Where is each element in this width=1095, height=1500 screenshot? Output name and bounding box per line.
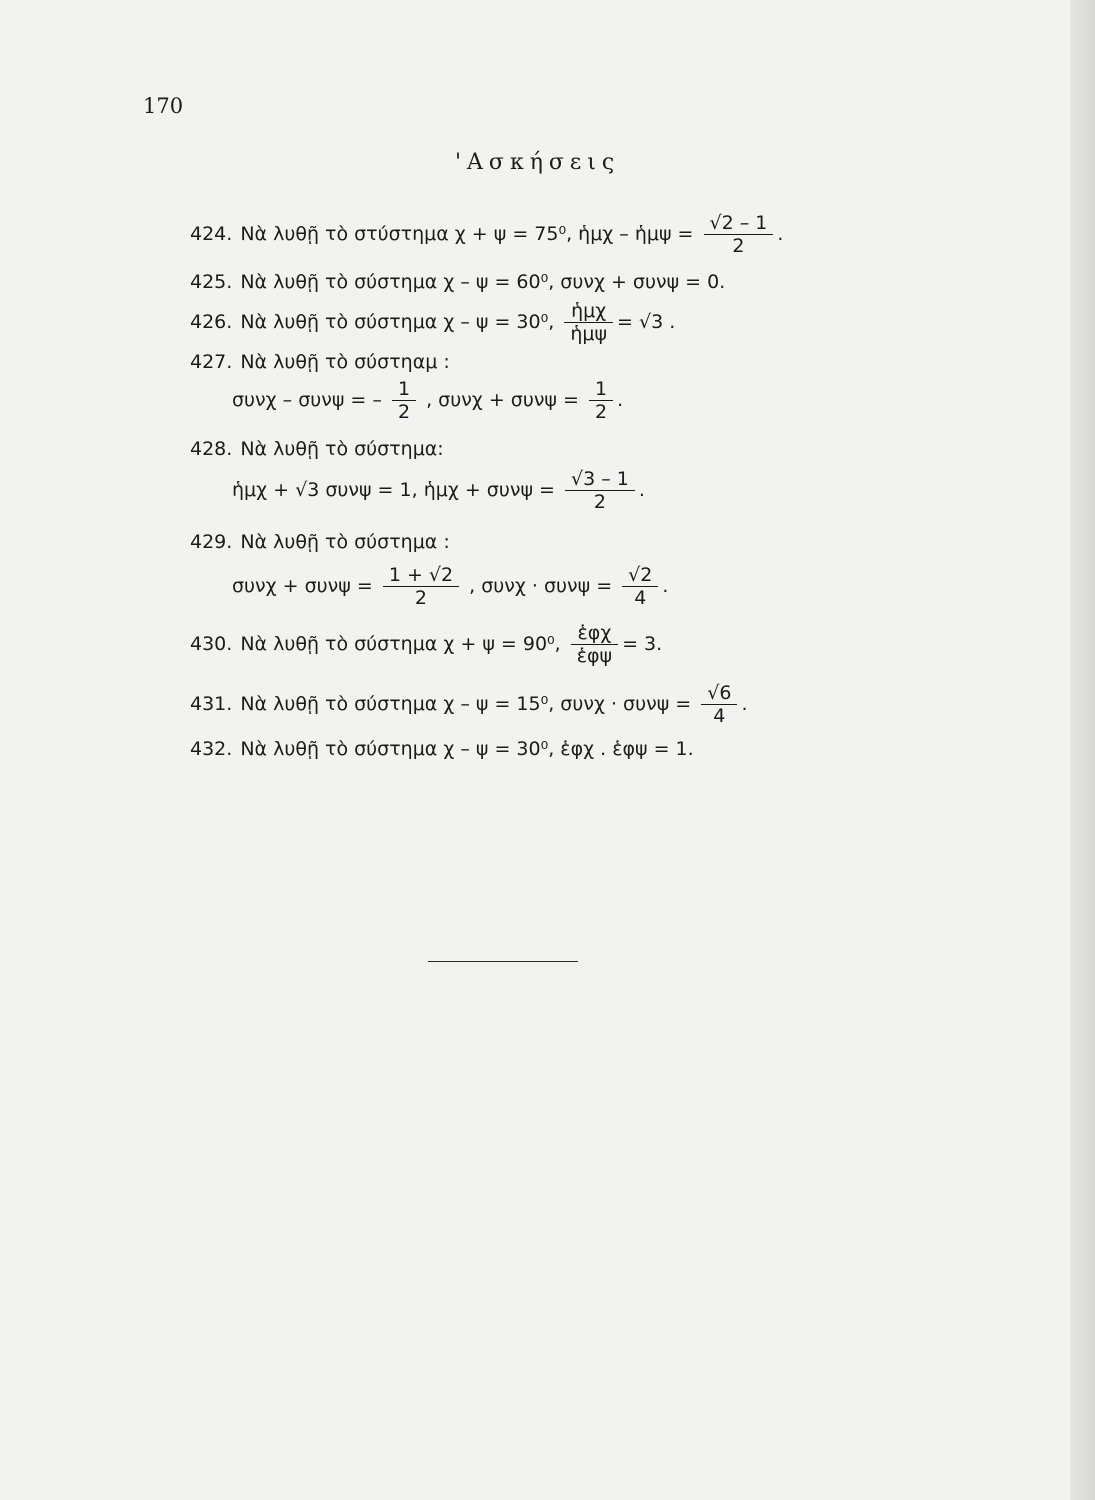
page-edge-shadow (1070, 0, 1095, 1500)
exercise-430 (190, 622, 662, 667)
exercise-text: Νὰ λυθῇ τὸ σύστημα : (240, 531, 450, 553)
exercise-429-equations (232, 564, 668, 609)
exercise-number: 431. (190, 693, 233, 715)
exercise-number: 429. (190, 531, 233, 553)
page-number: 170 (143, 94, 184, 118)
fraction-numerator: ἑφχ (571, 622, 618, 645)
fraction-numerator: √6 (701, 682, 737, 705)
exercise-number: 428. (190, 438, 233, 460)
exercise-text: Νὰ λυθῇ τὸ σύστημα χ – ψ = 30⁰, ἑφχ . ἑφψ = 1. (240, 738, 694, 760)
exercise-text: Νὰ λυθῇ τὸ σύστημα χ + ψ = 90⁰, (240, 633, 561, 655)
exercise-end: . (741, 693, 748, 715)
fraction-denominator: 2 (414, 587, 427, 609)
equation-part: ἡμχ + √3 συνψ = 1, ἡμχ + συνψ = (232, 479, 555, 501)
fraction-numerator: 1 + √2 (383, 564, 459, 587)
equation-part: , συνχ + συνψ = (426, 389, 579, 411)
fraction-numerator: √2 – 1 (704, 212, 774, 235)
exercise-427-equations (232, 378, 623, 423)
exercise-424 (190, 212, 783, 257)
fraction (701, 682, 737, 727)
page-title: 'Ασκήσεις (455, 150, 621, 175)
exercise-text: Νὰ λυθῇ τὸ στύστημα χ + ψ = 75⁰, ἡμχ – ἡμψ = (240, 223, 694, 245)
exercise-429 (190, 530, 450, 554)
exercise-427 (190, 350, 450, 374)
exercise-end: . (638, 479, 645, 501)
fraction-denominator: 2 (732, 235, 745, 257)
fraction-denominator: 4 (634, 587, 647, 609)
exercise-end: . (617, 389, 624, 411)
fraction-denominator: ἑφψ (576, 645, 613, 667)
exercise-number: 425. (190, 271, 233, 293)
fraction-denominator: 2 (593, 491, 606, 513)
fraction-denominator: 4 (713, 705, 726, 727)
exercise-text: Νὰ λυθῇ τὸ σύστηαμ : (240, 351, 450, 373)
fraction-numerator: 1 (392, 378, 416, 401)
fraction (392, 378, 416, 423)
exercise-432 (190, 737, 694, 761)
section-divider (428, 961, 578, 962)
exercise-number: 427. (190, 351, 233, 373)
fraction (589, 378, 613, 423)
fraction (622, 564, 658, 609)
fraction (704, 212, 774, 257)
exercise-text: Νὰ λυθῇ τὸ σύστημα: (240, 438, 444, 460)
exercise-425 (190, 270, 725, 294)
exercise-end: = 3. (622, 633, 663, 655)
exercise-number: 424. (190, 223, 233, 245)
exercise-end: . (777, 223, 784, 245)
fraction (564, 300, 613, 345)
fraction-denominator: 2 (594, 401, 608, 423)
equation-part: συνχ – συνψ = – (232, 389, 382, 411)
fraction (565, 468, 635, 513)
exercise-number: 430. (190, 633, 233, 655)
fraction-numerator: √2 (622, 564, 658, 587)
exercise-text: Νὰ λυθῇ τὸ σύστημα χ – ψ = 60⁰, συνχ + συνψ = 0. (240, 271, 726, 293)
equation-part: , συνχ · συνψ = (469, 575, 613, 597)
exercise-428 (190, 437, 444, 461)
exercise-431 (190, 682, 748, 727)
fraction-numerator: √3 – 1 (565, 468, 635, 491)
fraction-denominator: ἡμψ (570, 323, 607, 345)
exercise-number: 432. (190, 738, 233, 760)
equation-part: συνχ + συνψ = (232, 575, 373, 597)
exercise-text: Νὰ λυθῇ τὸ σύστημα χ – ψ = 30⁰, (240, 311, 555, 333)
fraction-denominator: 2 (397, 401, 411, 423)
fraction-numerator: ἡμχ (564, 300, 613, 323)
exercise-end: . (662, 575, 669, 597)
fraction (571, 622, 618, 667)
fraction (383, 564, 459, 609)
exercise-426 (190, 300, 675, 345)
exercise-number: 426. (190, 311, 233, 333)
exercise-text: Νὰ λυθῇ τὸ σύστημα χ – ψ = 15⁰, συνχ · συνψ = (240, 693, 692, 715)
fraction-numerator: 1 (589, 378, 613, 401)
exercise-end: = √3 . (617, 311, 676, 333)
exercise-428-equations (232, 468, 645, 513)
